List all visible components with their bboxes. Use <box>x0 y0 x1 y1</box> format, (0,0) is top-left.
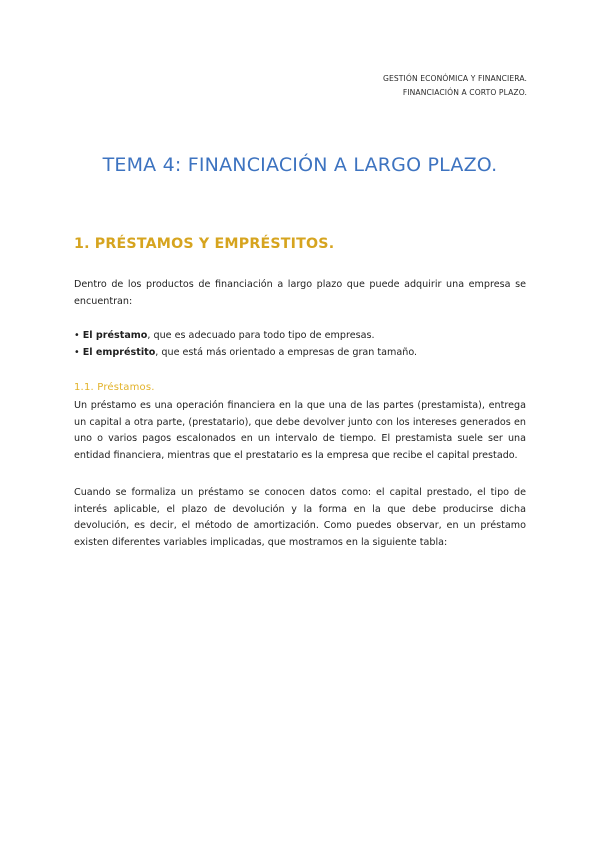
section-title: 1. PRÉSTAMOS Y EMPRÉSTITOS. <box>74 236 335 252</box>
header-line-1: GESTIÓN ECONÓMICA Y FINANCIERA. <box>383 74 527 83</box>
document-title: TEMA 4: FINANCIACIÓN A LARGO PLAZO. <box>102 154 498 176</box>
bullet-marker: • <box>74 330 80 341</box>
bullet-term: El empréstito <box>82 346 156 358</box>
subsection-title: 1.1. Préstamos. <box>74 382 155 393</box>
page-header <box>383 72 527 100</box>
intro-paragraph: Dentro de los productos de financiación a largo plazo que puede adquirir una empresa se encuentran: <box>74 279 526 307</box>
bullet-item-emprestito <box>74 345 526 362</box>
bullet-text: , que está más orientado a empresas de gran tamaño. <box>155 346 418 358</box>
bullet-item-prestamo <box>74 328 526 345</box>
paragraph-prestamo-variables: Cuando se formaliza un préstamo se conocen datos como: el capital prestado, el tipo de interés aplicable, el plazo de devolución y la forma en la que debe producirse dicha devolución, es decir, el método de amortización. Como puedes observar, en un préstamo existen diferentes variables implicadas, que mostramos en la siguiente tabla: <box>74 487 526 548</box>
header-line-2: FINANCIACIÓN A CORTO PLAZO. <box>402 88 527 97</box>
bullet-list <box>74 328 526 361</box>
bullet-text: , que es adecuado para todo tipo de empresas. <box>147 330 375 341</box>
bullet-marker: • <box>74 346 80 358</box>
paragraph-prestamo-definition: Un préstamo es una operación financiera en la que una de las partes (prestamista), entrega un capital a otra parte, (prestatario), que debe devolver junto con los intereses generados en uno o varios pagos escalonados en un intervalo de tiempo. El prestamista suele ser una entidad financiera, mientras que el prestatario es la empresa que recibe el capital prestado. <box>74 400 526 461</box>
bullet-term: El préstamo <box>82 330 148 341</box>
